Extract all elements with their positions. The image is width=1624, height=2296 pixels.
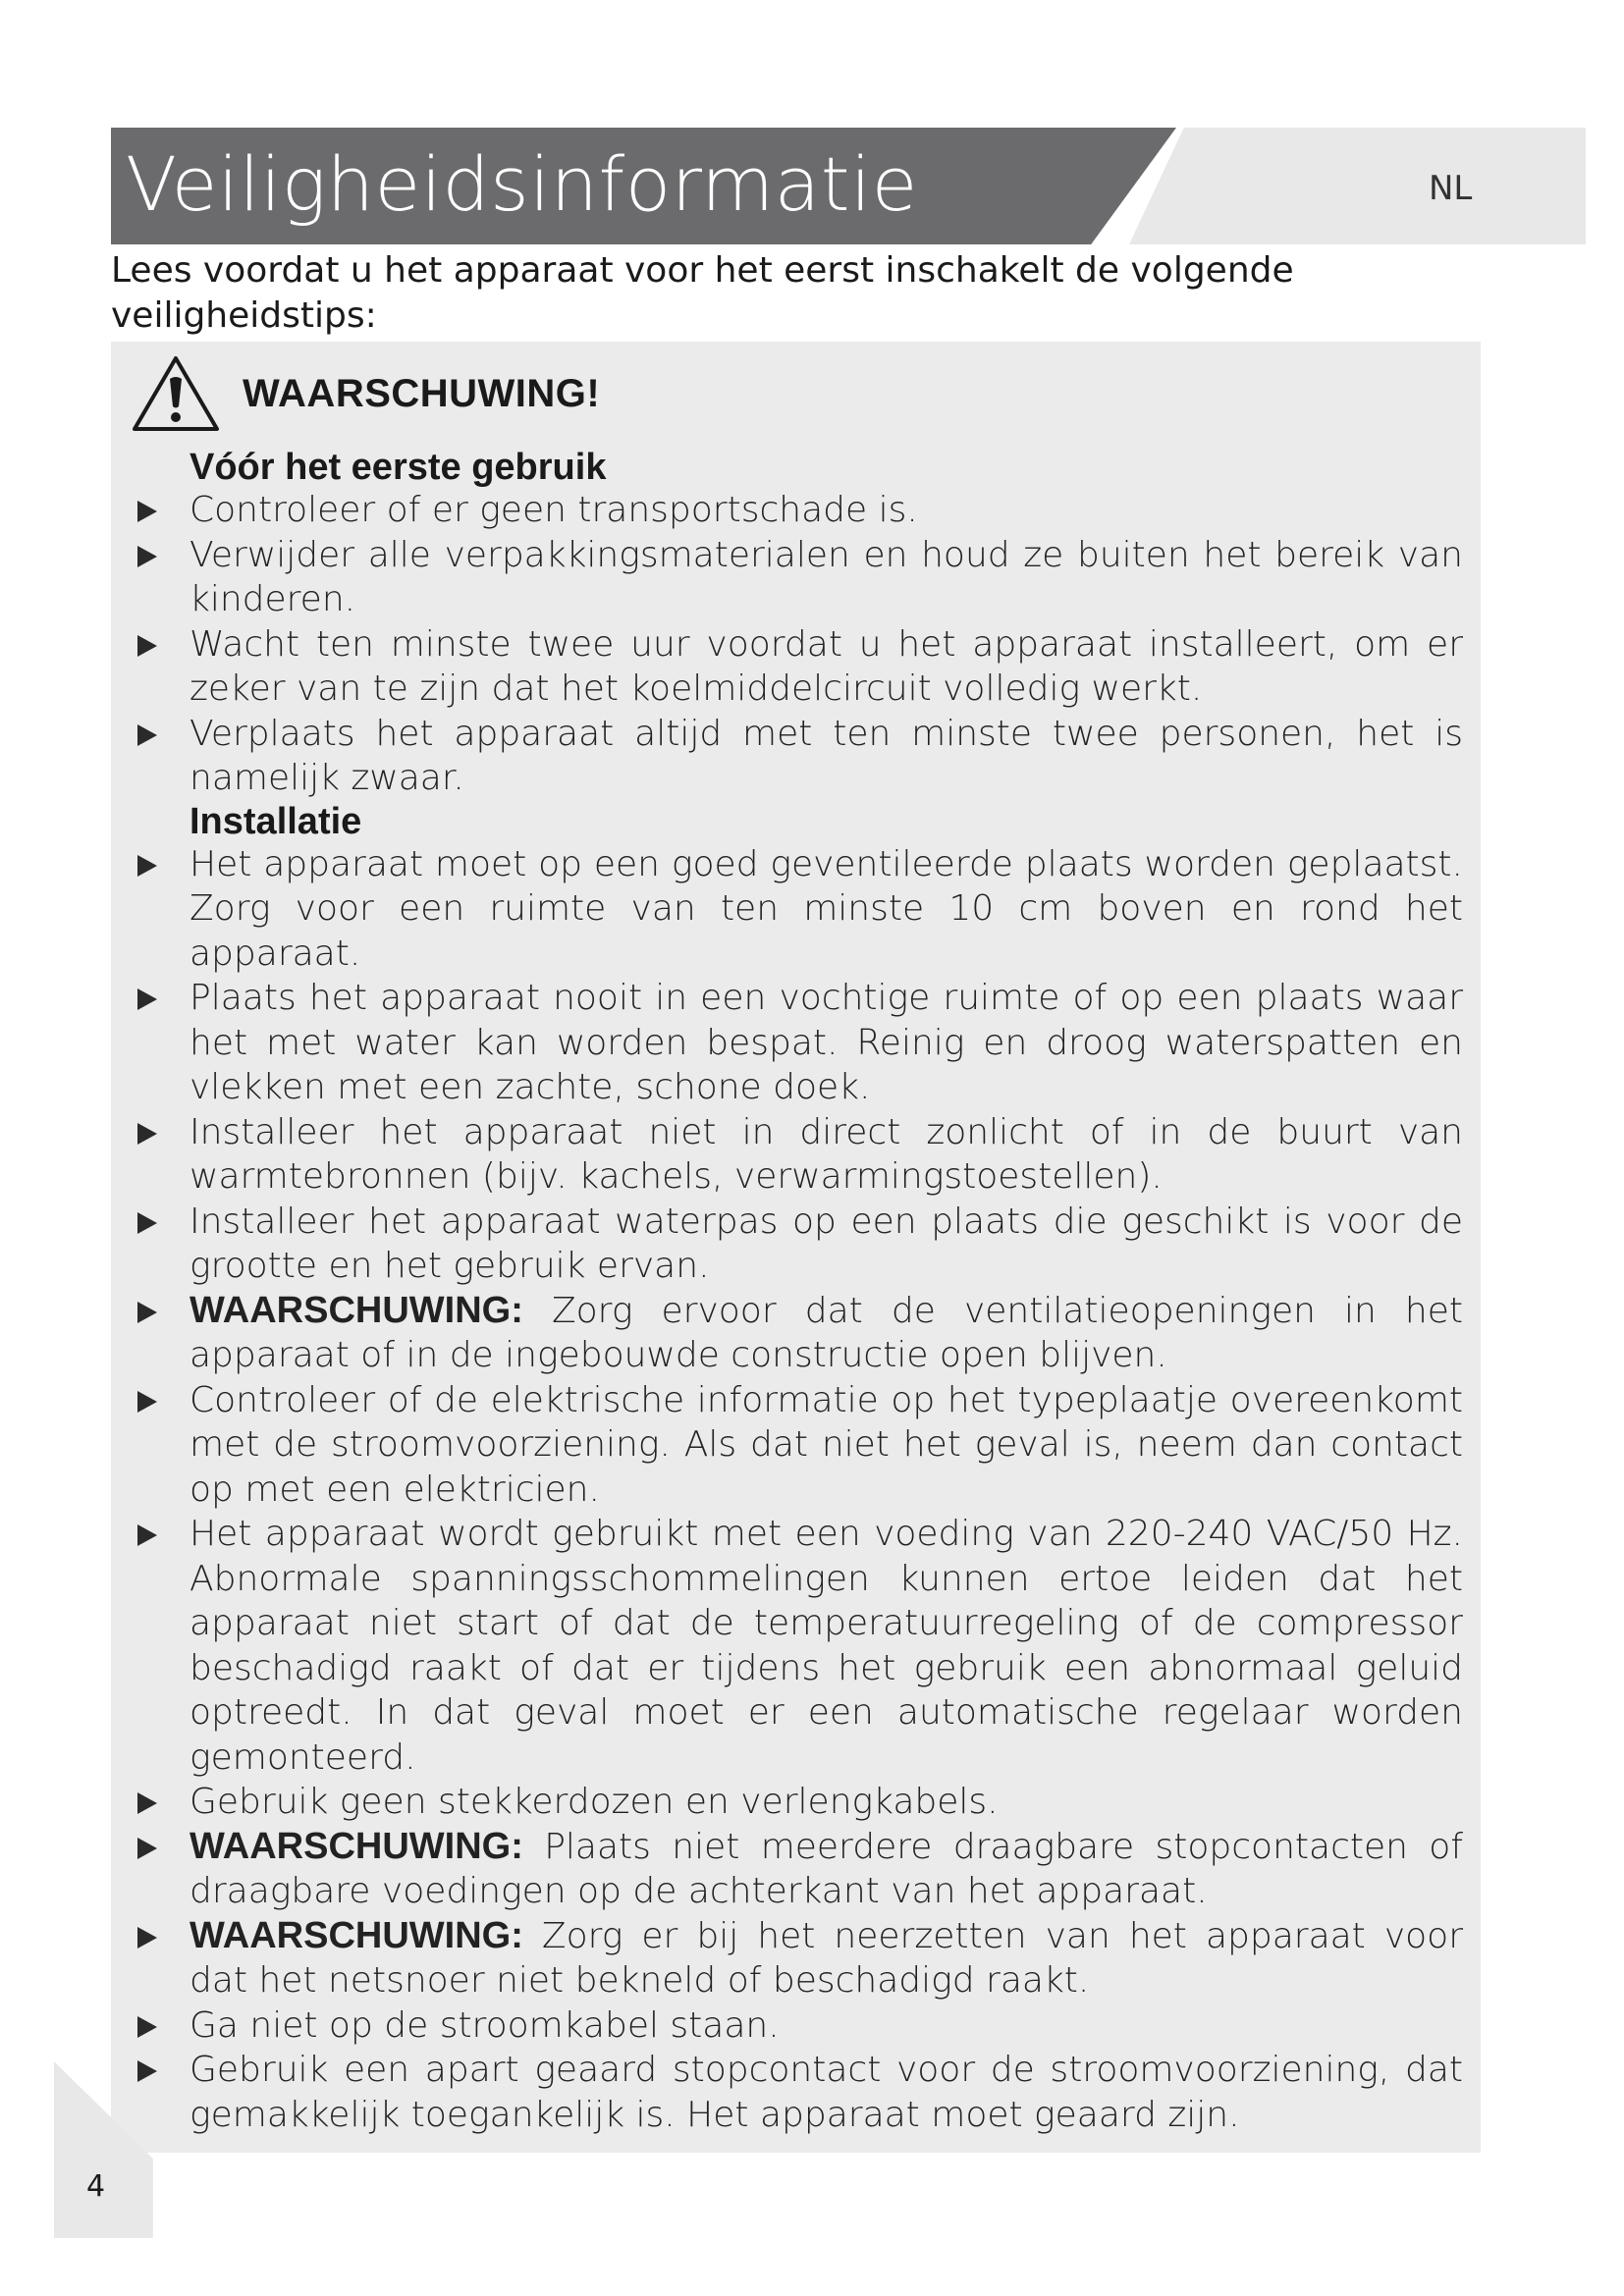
list-item (135, 1825, 1463, 1914)
language-code: NL (1429, 169, 1473, 208)
bullet-arrow-icon (137, 635, 157, 657)
list-item-text: Installeer het apparaat niet in direct zonlicht of in de buurt van warmtebronnen (bijv. kachels, verwarmingstoestellen). (189, 1111, 1463, 1197)
bullet-arrow-icon (137, 988, 157, 1010)
list-item (135, 1914, 1463, 2003)
first-use-list (135, 488, 1463, 801)
list-item-text: Controleer of er geen transportschade is. (189, 490, 918, 530)
list-item-text: Controleer of de elektrische informatie op het typeplaatje overeenkomt met de stroomvoorziening. Als dat niet het geval is, neem dan contact op met een elektricien. (189, 1379, 1463, 1510)
list-item-text: Wacht ten minste twee uur voordat u het apparaat installeert, om er zeker van te zijn dat het koelmiddelcircuit volledig werkt. (189, 623, 1463, 709)
list-item-text: Het apparaat wordt gebruikt met een voeding van 220-240 VAC/50 Hz. Abnormale spanningsschommelingen kunnen ertoe leiden dat het apparaat niet start of dat de temperatuurregeling of de compressor beschadigd raakt of dat er tijdens het gebruik een abnormaal geluid optreedt. In dat geval moet er een automatische regelaar worden gemonteerd. (189, 1514, 1463, 1778)
bullet-arrow-icon (137, 1212, 157, 1234)
bullet-arrow-icon (137, 1792, 157, 1814)
list-item (135, 1289, 1463, 1378)
bullet-arrow-icon (137, 1927, 157, 1949)
list-item (135, 976, 1463, 1110)
bullet-arrow-icon (137, 1391, 157, 1413)
bullet-arrow-icon (137, 1838, 157, 1859)
list-item-text: Zorg ervoor dat de ventilatieopeningen in het apparaat of in de ingebouwde constructie open blijven. (189, 1290, 1463, 1375)
list-item-text: Ga niet op de stroomkabel staan. (189, 2004, 780, 2046)
safety-content (135, 447, 1463, 2137)
warning-label: WAARSCHUWING: (189, 1914, 523, 1956)
bullet-arrow-icon (137, 2060, 157, 2082)
list-item-text: Plaats het apparaat nooit in een vochtige ruimte of op een plaats waar het met water kan worden bespat. Reinig en droog waterspatten en vlekken met een zachte, schone doek. (189, 978, 1463, 1107)
list-item (135, 1378, 1463, 1513)
list-item-text: Installeer het apparaat waterpas op een plaats die geschikt is voor de grootte en het gebruik ervan. (189, 1201, 1463, 1286)
installation-list (135, 842, 1463, 2138)
list-item (135, 712, 1463, 801)
list-item (135, 533, 1463, 622)
list-item (135, 842, 1463, 977)
intro-text: Lees voordat u het apparaat voor het eerst inschakelt de volgende veiligheidstips: (111, 250, 1294, 336)
bullet-arrow-icon (137, 546, 157, 567)
list-item (135, 1110, 1463, 1200)
warning-triangle-icon (131, 353, 221, 434)
bullet-arrow-icon (137, 1524, 157, 1546)
title-banner-accent (1129, 128, 1586, 244)
list-item-text: Gebruik geen stekkerdozen en verlengkabels. (189, 1782, 999, 1822)
list-item (135, 1780, 1463, 1825)
list-item-text: Het apparaat moet op een goed geventileerde plaats worden geplaatst. Zorg voor een ruimte van ten minste 10 cm boven en rond het apparaat. (189, 843, 1463, 974)
section-title-installation: Installatie (189, 800, 362, 842)
list-item-text: Verplaats het apparaat altijd met ten minste twee personen, het is namelijk zwaar. (189, 713, 1463, 798)
bullet-arrow-icon (137, 724, 157, 746)
bullet-arrow-icon (137, 855, 157, 877)
list-item-text: Zorg er bij het neerzetten van het apparaat voor dat het netsnoer niet bekneld of beschadigd raakt. (189, 1915, 1463, 2001)
bullet-arrow-icon (137, 501, 157, 522)
page-title: Veiligheidsinformatie (126, 140, 918, 228)
list-item-text: Gebruik een apart geaard stopcontact voor de stroomvoorziening, dat gemakkelijk toegankelijk is. Het apparaat moet geaard zijn. (189, 2050, 1463, 2135)
warning-label: WAARSCHUWING: (189, 1825, 523, 1867)
warning-header (131, 353, 600, 434)
list-item-text: Verwijder alle verpakkingsmaterialen en houd ze buiten het bereik van kinderen. (189, 534, 1463, 619)
page-number: 4 (86, 2169, 106, 2204)
bullet-arrow-icon (137, 1123, 157, 1145)
list-item-text: Plaats niet meerdere draagbare stopcontacten of draagbare voedingen op de achterkant van het apparaat. (189, 1826, 1463, 1911)
list-item (135, 2003, 1463, 2049)
warning-label: WAARSCHUWING: (189, 1289, 523, 1331)
list-item (135, 1512, 1463, 1780)
warning-title: WAARSCHUWING! (243, 371, 601, 415)
list-item (135, 1200, 1463, 1289)
bullet-arrow-icon (137, 2016, 157, 2038)
list-item (135, 488, 1463, 533)
list-item (135, 2048, 1463, 2137)
list-item (135, 622, 1463, 712)
section-title-first-use: Vóór het eerste gebruik (189, 447, 607, 488)
bullet-arrow-icon (137, 1302, 157, 1323)
